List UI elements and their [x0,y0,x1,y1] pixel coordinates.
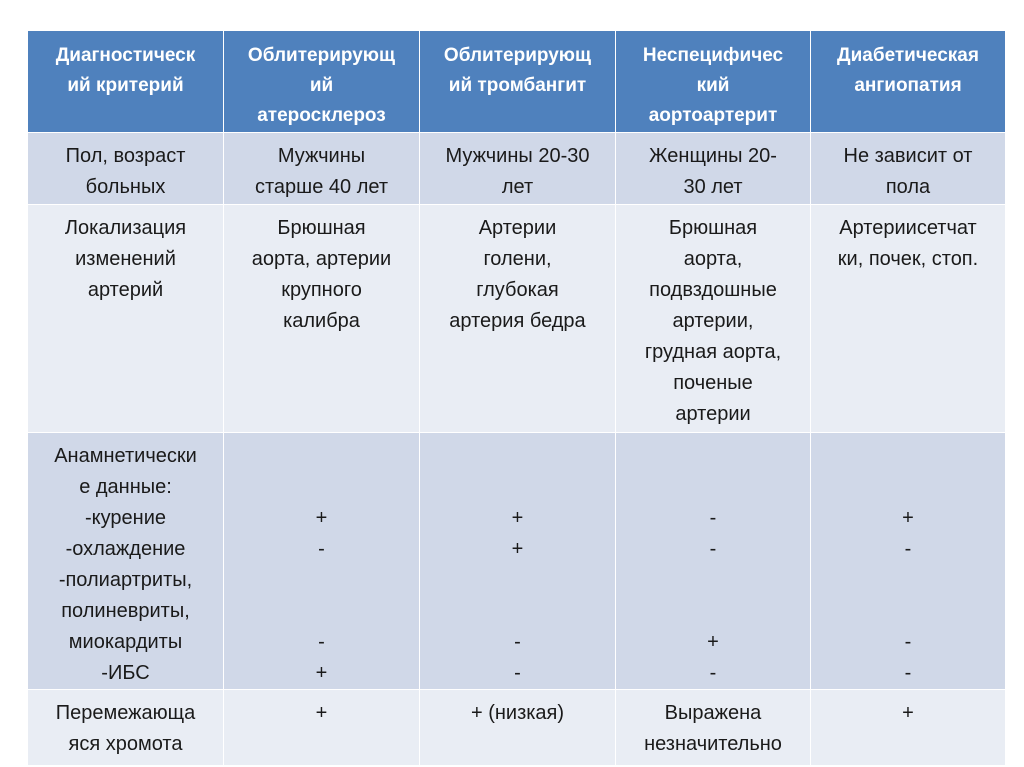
table-cell: + (низкая) [420,690,616,766]
header-cell-diabetic-angiopathy: Диабетическая ангиопатия [811,31,1006,133]
header-cell-criterion: Диагностическ ий критерий [28,31,224,133]
table-cell: Мужчины 20-30 лет [420,133,616,205]
table-cell: Брюшная аорта, артерии крупного калибра [224,205,420,433]
table-row [28,205,1006,433]
comparison-table [27,30,1006,766]
table-row [28,433,1006,690]
table-cell: - - + - [616,433,811,690]
table-cell: Пол, возраст больных [28,133,224,205]
table-cell: + + - - [420,433,616,690]
header-cell-atherosclerosis: Облитерирующ ий атеросклероз [224,31,420,133]
table-row [28,690,1006,766]
table-cell: Не зависит от пола [811,133,1006,205]
table-cell: + [224,690,420,766]
table-cell: Женщины 20- 30 лет [616,133,811,205]
table-cell: + - - - [811,433,1006,690]
table-row [28,133,1006,205]
table-cell: Анамнетически е данные: -курение -охлаждение -полиартриты, полиневриты, миокардиты -ИБС [28,433,224,690]
table-cell: Перемежающа яся хромота [28,690,224,766]
table-cell: Выражена незначительно [616,690,811,766]
table-cell: + [811,690,1006,766]
table-cell: Артериисетчат ки, почек, стоп. [811,205,1006,433]
table-cell: Брюшная аорта, подвздошные артерии, грудная аорта, поченые артерии [616,205,811,433]
table-cell: Артерии голени, глубокая артерия бедра [420,205,616,433]
header-cell-thromboangiitis: Облитерирующ ий тромбангит [420,31,616,133]
header-cell-aortoarteritis: Неспецифичес кий аортоартерит [616,31,811,133]
header-row [28,31,1006,133]
table-cell: Мужчины старше 40 лет [224,133,420,205]
table-cell: + - - + [224,433,420,690]
table-cell: Локализация изменений артерий [28,205,224,433]
